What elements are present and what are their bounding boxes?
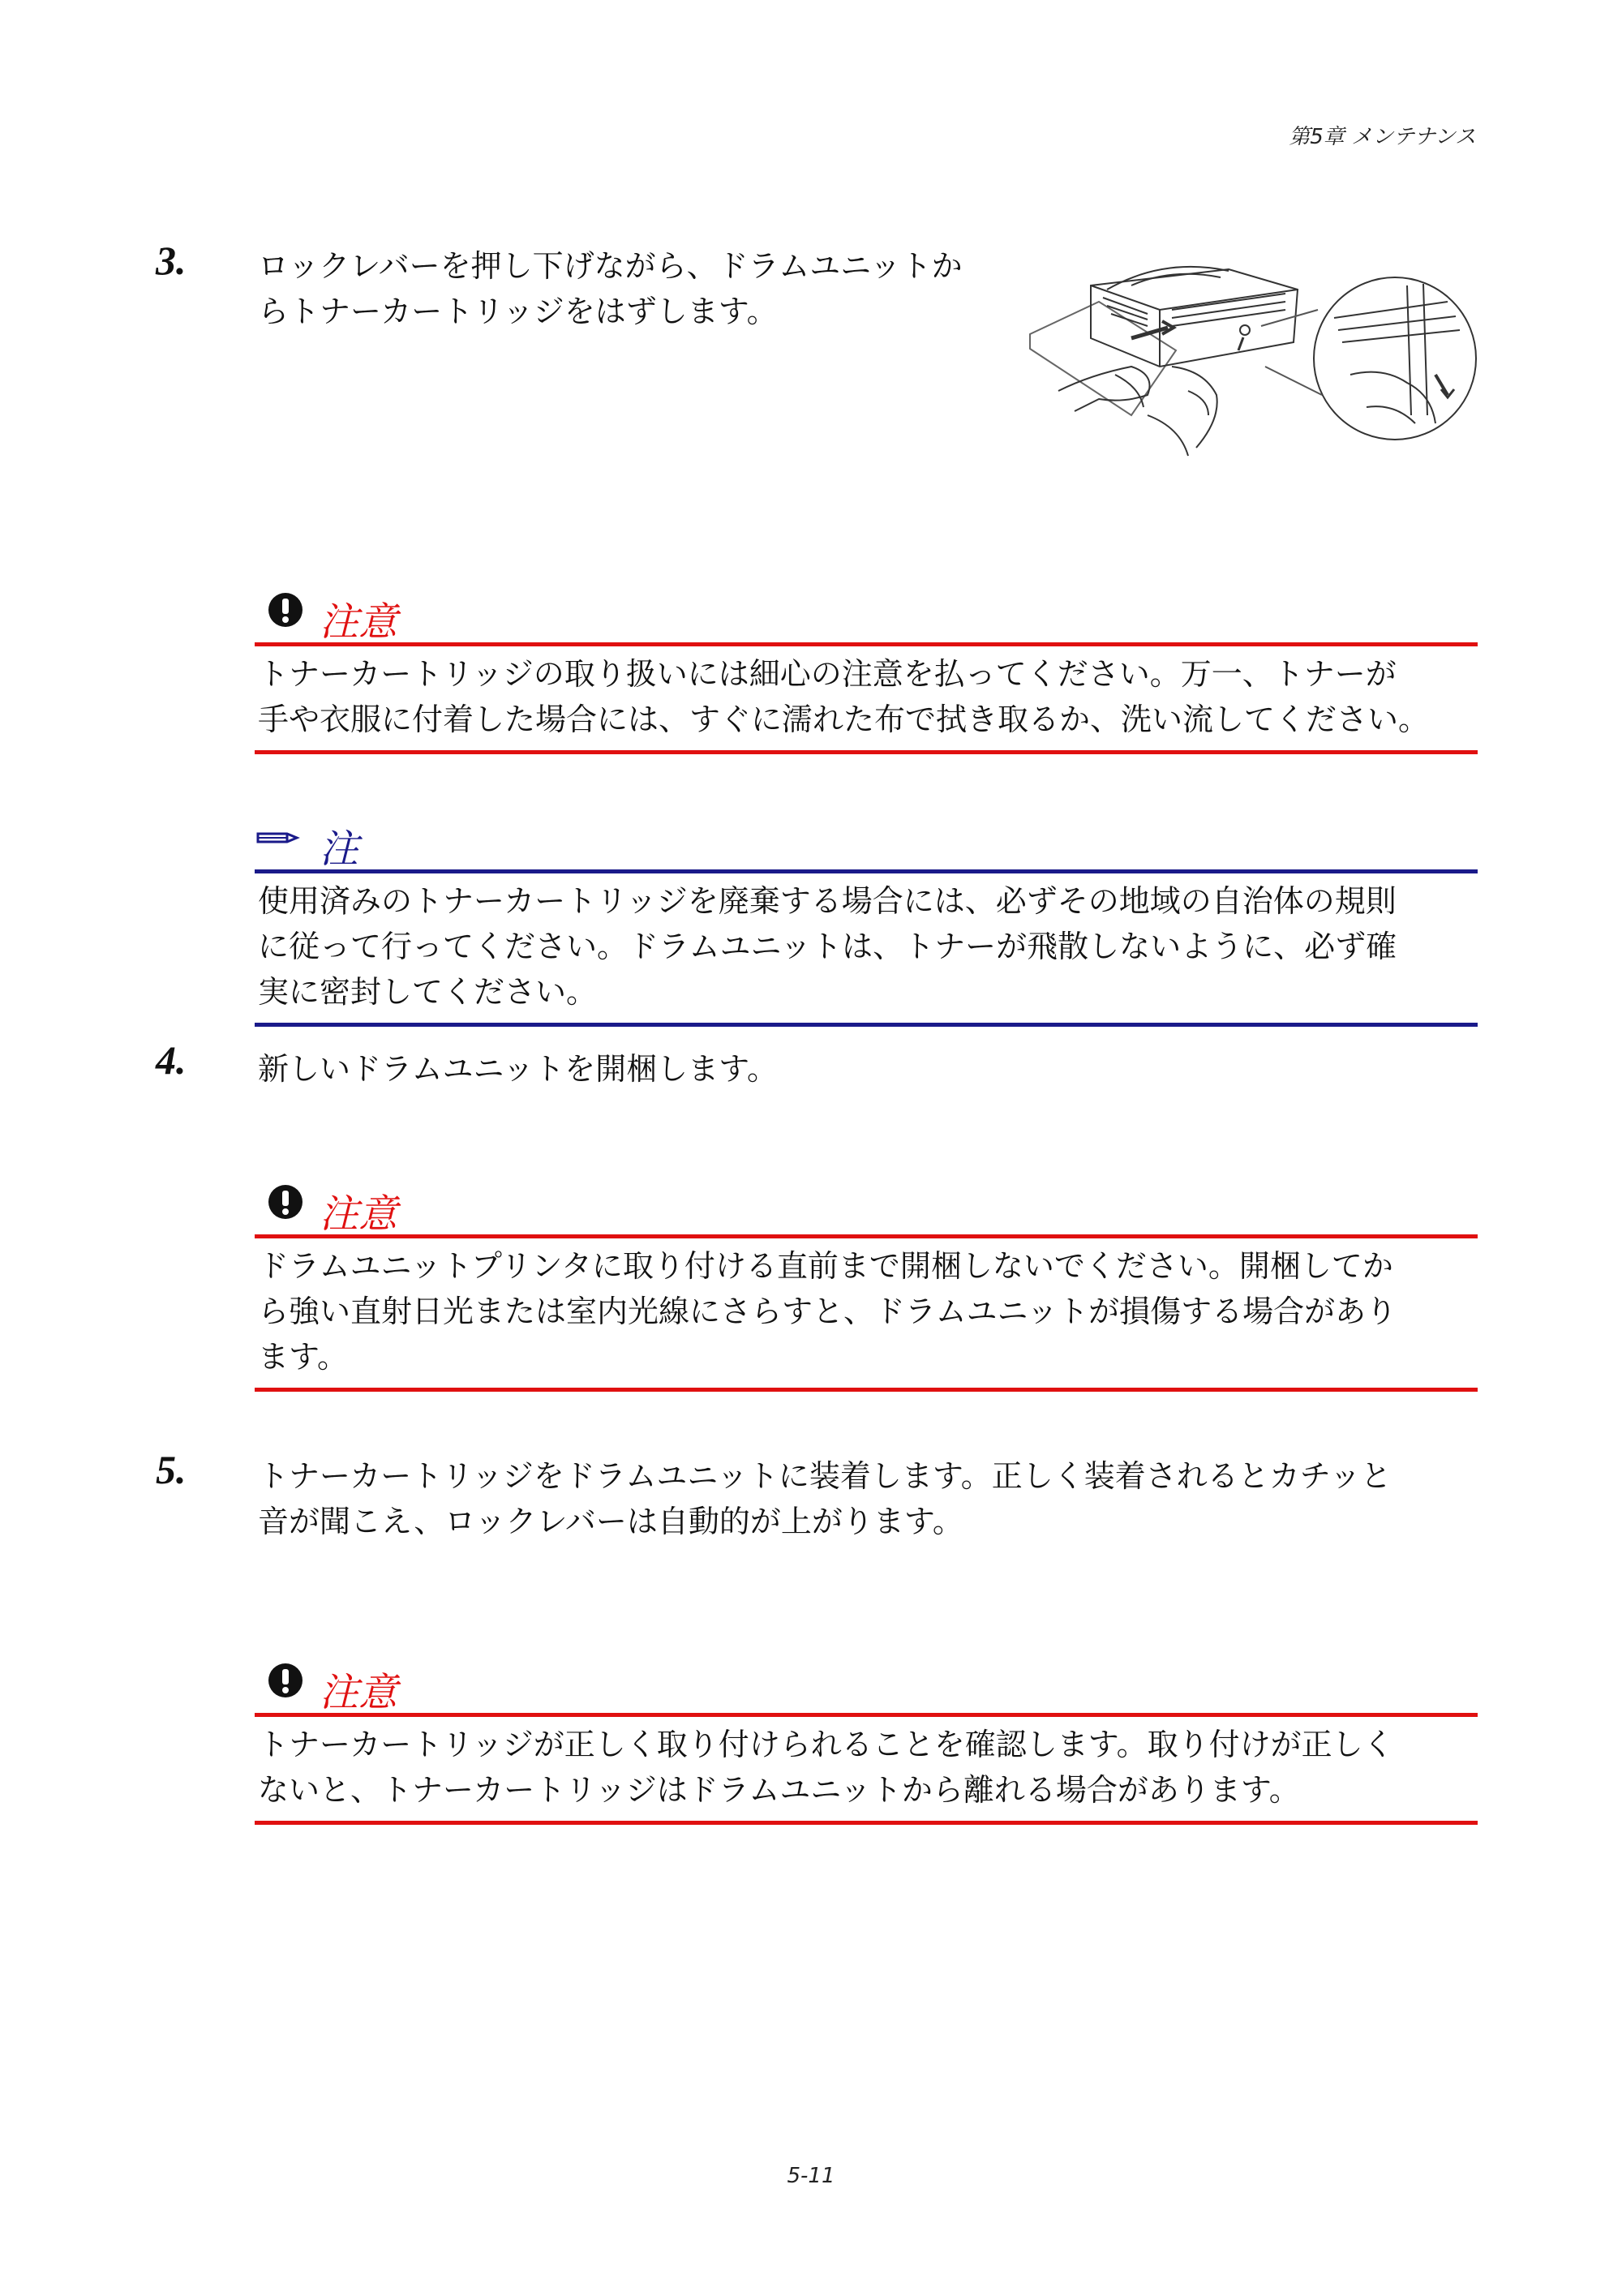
step-number: 3. <box>156 238 187 283</box>
caution-notice <box>255 584 1478 754</box>
step-text: 新しいドラムユニットを開梱します。 <box>258 1051 779 1087</box>
caution-title: 注意 <box>320 1670 398 1715</box>
step-text: ロックレバーを押し下げながら、ドラムユニットか らトナーカートリッジをはずします。 <box>258 248 963 329</box>
chapter-header: 第5章 メンテナンス <box>1289 125 1476 149</box>
note-notice <box>255 811 1478 1027</box>
caution-title: 注意 <box>320 599 398 645</box>
step-text: トナーカートリッジをドラムユニットに装着します。正しく装着されるとカチッと 音が聞こえ、ロックレバーは自動的が上がります。 <box>258 1458 1392 1539</box>
exclamation-icon <box>268 592 303 628</box>
caution-text: トナーカートリッジの取り扱いには細心の注意を払ってください。万一、トナーが 手や衣服に付着した場合には、すぐに濡れた布で拭き取るか、洗い流してください。 <box>258 656 1430 737</box>
note-text: 使用済みのトナーカートリッジを廃棄する場合には、必ずその地域の自治体の規則 に従って行ってください。ドラムユニットは、トナーが飛散しないように、必ず確 実に密封してください。 <box>258 883 1397 1010</box>
caution-text: トナーカートリッジが正しく取り付けられることを確認します。取り付けが正しく ないと、トナーカートリッジはドラムユニットから離れる場合があります。 <box>258 1727 1394 1808</box>
drum-unit-illustration <box>1026 253 1480 466</box>
step-number: 4. <box>156 1037 187 1083</box>
note-bottom-rule <box>255 1023 1478 1027</box>
caution-bottom-rule <box>255 750 1478 754</box>
caution-notice <box>255 1654 1478 1825</box>
caution-bottom-rule <box>255 1388 1478 1392</box>
note-title: 注 <box>320 826 359 872</box>
exclamation-icon <box>268 1663 303 1698</box>
caution-notice <box>255 1176 1478 1392</box>
pencil-icon <box>255 826 303 850</box>
step-number: 5. <box>156 1447 187 1492</box>
caution-bottom-rule <box>255 1821 1478 1825</box>
page-number: 5-11 <box>787 2164 835 2188</box>
exclamation-icon <box>268 1184 303 1220</box>
caution-title: 注意 <box>320 1191 398 1237</box>
caution-text: ドラムユニットプリンタに取り付ける直前まで開梱しないでください。開梱してか ら強い直射日光または室内光線にさらすと、ドラムユニットが損傷する場合があり ます。 <box>258 1248 1397 1375</box>
